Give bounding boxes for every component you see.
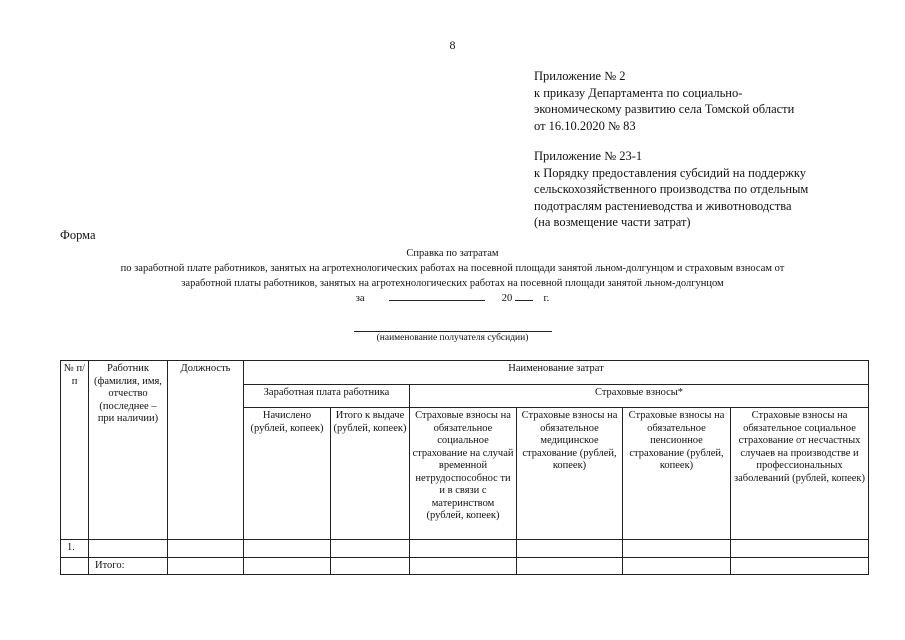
cell-paid xyxy=(331,557,410,575)
year-prefix: 20 xyxy=(501,293,513,304)
page-number: 8 xyxy=(449,38,456,52)
cell-position xyxy=(168,540,244,558)
appendix-line: к приказу Департамента по социально- xyxy=(534,85,743,100)
appendix-block-procedure xyxy=(534,148,808,231)
appendix-line: сельскохозяйственного производства по отдельным xyxy=(534,182,809,196)
appendix-title: Приложение № 23-1 xyxy=(534,149,643,163)
cell-paid xyxy=(331,540,410,558)
cell-pension xyxy=(623,540,731,558)
header-social-insurance: Страховые взносы на обязательное социальное страхование на случай временной нетрудоспособнос ти и в связи с материнством (рублей, копеек) xyxy=(410,408,517,540)
table-row xyxy=(61,540,869,558)
cell-accident xyxy=(731,540,869,558)
appendix-line: от 16.10.2020 № 83 xyxy=(534,118,636,133)
period-prefix: за xyxy=(355,293,365,304)
header-no: № п/п xyxy=(61,361,89,540)
form-label: Форма xyxy=(60,228,96,242)
cell-medical xyxy=(517,540,623,558)
header-insurance-group: Страховые взносы* xyxy=(410,385,869,408)
header-accident-insurance: Страховые взносы на обязательное социальное страхование от несчастных случаев на производстве и профессиональных заболеваний (рублей, копеек) xyxy=(731,408,869,540)
year-blank xyxy=(515,300,533,301)
recipient-caption: (наименование получателя субсидии) xyxy=(376,333,529,343)
cell-accrued xyxy=(244,557,331,575)
header-position: Должность xyxy=(168,361,244,540)
cell-position xyxy=(168,557,244,575)
row-number: 1. xyxy=(61,540,89,558)
appendix-block-order xyxy=(534,68,794,134)
total-row xyxy=(61,557,869,575)
header-paid: Итого к выдаче (рублей, копеек) xyxy=(331,408,410,540)
cell-medical xyxy=(517,557,623,575)
heading-line: по заработной плате работников, занятых на агротехнологических работах на посевной площади занятой льном-долгунцом и страховым взносам от xyxy=(120,263,785,274)
header-pension-insurance: Страховые взносы на обязательное пенсионное страхование (рублей, копеек) xyxy=(623,408,731,540)
cell-accrued xyxy=(244,540,331,558)
cell-no xyxy=(61,557,89,575)
appendix-line: к Порядку предоставления субсидий на поддержку xyxy=(534,165,807,180)
cell-accident xyxy=(731,557,869,575)
header-worker: Работник (фамилия, имя, отчество (последнее – при наличии) xyxy=(89,361,168,540)
period-blank xyxy=(389,300,485,301)
heading-line: заработной платы работников, занятых на агротехнологических работах на посевной площади занятой льном-долгунцом xyxy=(181,278,724,289)
heading-title: Справка по затратам xyxy=(406,248,499,259)
total-label: Итого: xyxy=(89,557,168,575)
cell-social xyxy=(410,540,517,558)
cost-table xyxy=(60,360,869,575)
header-salary-group: Заработная плата работника xyxy=(244,385,410,408)
header-accrued: Начислено (рублей, копеек) xyxy=(244,408,331,540)
cell-social xyxy=(410,557,517,575)
appendix-line: экономическому развитию села Томской области xyxy=(534,102,795,116)
appendix-line: (на возмещение части затрат) xyxy=(534,215,691,229)
period-line xyxy=(0,293,905,304)
appendix-line: подотраслям растениеводства и животноводства xyxy=(534,198,792,213)
recipient-line xyxy=(354,331,552,332)
header-costs: Наименование затрат xyxy=(244,361,869,385)
appendix-title: Приложение № 2 xyxy=(534,69,626,83)
cell-pension xyxy=(623,557,731,575)
header-medical-insurance: Страховые взносы на обязательное медицинское страхование (рублей, копеек) xyxy=(517,408,623,540)
year-suffix: г. xyxy=(543,293,550,304)
cell-worker xyxy=(89,540,168,558)
